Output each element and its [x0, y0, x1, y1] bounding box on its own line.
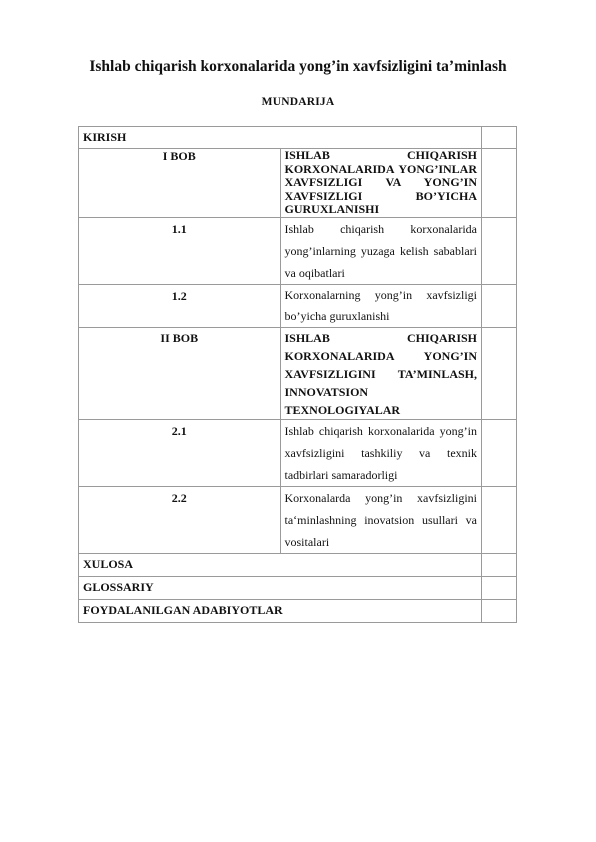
chapter-title: ISHLAB CHIQARISH KORXONALARIDA YONG’INLAR XAVFSIZLIGI VA YONG’IN XAVFSIZLIGI BO’YICHA GURUXLANISHI: [280, 149, 482, 218]
toc-heading: MUNDARIJA: [261, 96, 335, 108]
page-number-cell: [482, 327, 517, 419]
table-of-contents: [78, 126, 517, 623]
toc-row-chapter-1: [79, 149, 517, 218]
page-number-cell: [482, 576, 517, 599]
toc-row-section-1-1: [79, 217, 517, 284]
section-number: 2.2: [79, 486, 281, 553]
page-number-cell: [482, 149, 517, 218]
toc-intro: KIRISH: [79, 127, 482, 149]
toc-row-section-2-1: [79, 419, 517, 486]
chapter-number: I BOB: [79, 149, 281, 218]
toc-row-references: [79, 599, 517, 622]
chapter-number: II BOB: [79, 327, 281, 419]
section-title: Ishlab chiqarish korxonalarida yong’in xavfsizligini tashkiliy va texnik tadbirlari samaradorligi: [280, 419, 482, 486]
document-title: Ishlab chiqarish korxonalarida yong’in xavfsizligini ta’minlash: [89, 58, 507, 75]
page-number-cell: [482, 553, 517, 576]
toc-row-glossary: [79, 576, 517, 599]
page-number-cell: [482, 217, 517, 284]
page-number-cell: [482, 486, 517, 553]
toc-row-section-1-2: [79, 284, 517, 327]
section-title: Korxonalarda yong’in xavfsizligini ta‘minlashning inovatsion usullari va vositalari: [280, 486, 482, 553]
section-number: 2.1: [79, 419, 281, 486]
chapter-title: ISHLAB CHIQARISH KORXONALARIDA YONG’IN XAVFSIZLIGINI TA’MINLASH, INNOVATSION TEXNOLOGIYALAR: [280, 327, 482, 419]
toc-row-chapter-2: [79, 327, 517, 419]
toc-conclusion: XULOSA: [79, 553, 482, 576]
toc-references: FOYDALANILGAN ADABIYOTLAR: [79, 599, 482, 622]
section-number: 1.2: [79, 284, 281, 327]
section-title: Korxonalarning yong’in xavfsizligi bo’yicha guruxlanishi: [280, 284, 482, 327]
page-number-cell: [482, 599, 517, 622]
page-number-cell: [482, 419, 517, 486]
section-number: 1.1: [79, 217, 281, 284]
toc-row-section-2-2: [79, 486, 517, 553]
toc-glossary: GLOSSARIY: [79, 576, 482, 599]
section-title: Ishlab chiqarish korxonalarida yong’inlarning yuzaga kelish sabablari va oqibatlari: [280, 217, 482, 284]
page-number-cell: [482, 127, 517, 149]
toc-row-intro: [79, 127, 517, 149]
toc-row-conclusion: [79, 553, 517, 576]
page-number-cell: [482, 284, 517, 327]
